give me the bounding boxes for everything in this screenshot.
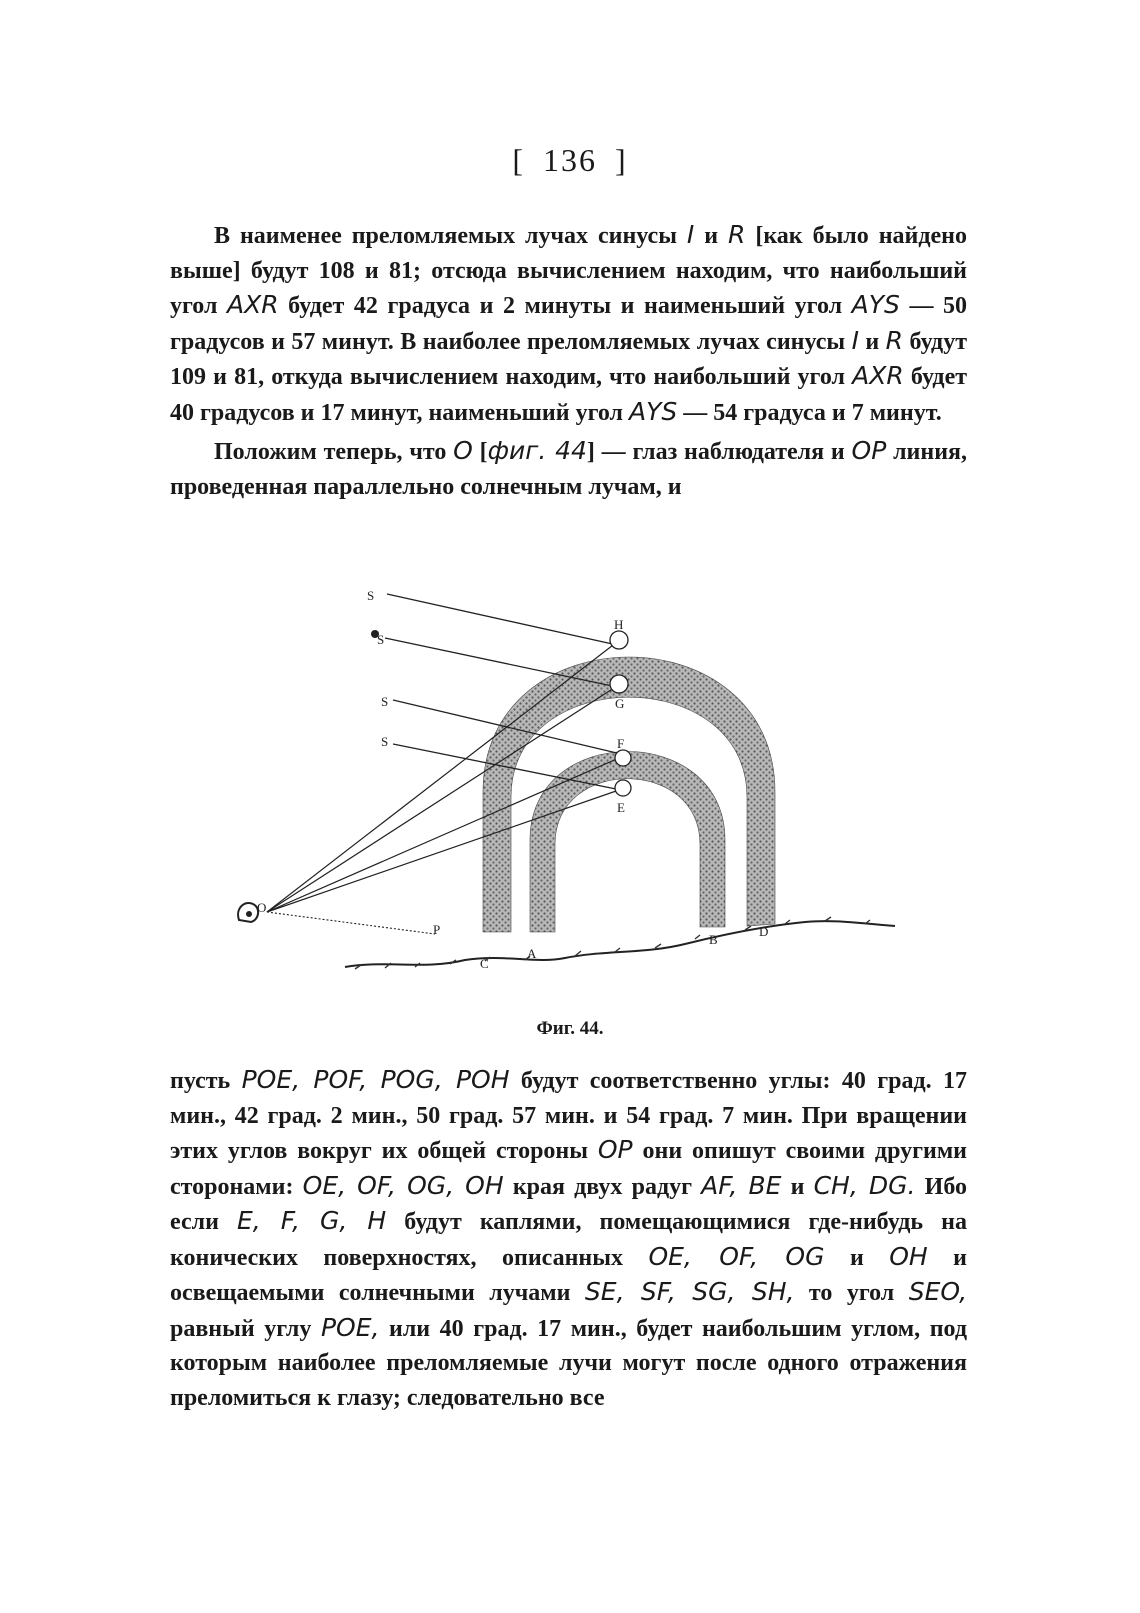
drop-e: [615, 780, 631, 796]
drop-h: [610, 631, 628, 649]
paragraph-2: Положим теперь, что O [фиг. 44] — глаз наблюдателя и OP линия, проведенная параллельно солнечным лучам, и: [170, 436, 968, 500]
inner-rainbow-band: [530, 752, 725, 933]
label-s3: S: [381, 694, 389, 709]
label-d: D: [759, 924, 769, 939]
label-s2: S: [377, 632, 385, 647]
rainbow-diagram: [225, 582, 905, 1002]
bracket-left: [: [512, 142, 525, 178]
label-e: E: [617, 800, 625, 815]
drop-f: [615, 750, 631, 766]
label-o: O: [257, 900, 267, 915]
outer-rainbow-band: [483, 657, 775, 932]
label-s4: S: [381, 734, 389, 749]
figure-44: [225, 582, 905, 1002]
label-h: H: [614, 617, 624, 632]
label-f: F: [617, 736, 625, 751]
ground-line: [345, 921, 895, 967]
bracket-right: ]: [615, 142, 628, 178]
figure-caption: Фиг. 44.: [536, 1018, 604, 1039]
label-b: B: [709, 932, 718, 947]
paragraph-1: В наименее преломляемых лучах синусы I и R [как было найдено выше] будут 108 и 81; отсюда вычислением находим, что наибольший угол AXR будет 42 градуса и 2 минуты и наименьший угол AYS — 50 градусов и 57 минут. В наиболее преломляемых лучах синусы I и R будут 109 и 81, откуда вычислением находим, что наибольший угол AXR будет 40 градусов и 17 минут, наименьший угол AYS — 54 градуса и 7 минут.: [170, 220, 968, 426]
line-of: [267, 758, 619, 912]
label-p: P: [433, 922, 441, 937]
text-block-bottom: [170, 1063, 967, 1415]
label-c: C: [480, 956, 489, 971]
label-s1: S: [367, 588, 375, 603]
label-a: A: [527, 946, 537, 961]
page-number: [0, 142, 1140, 179]
label-g: G: [615, 696, 625, 711]
line-op: [267, 912, 435, 934]
ray-sg: [385, 638, 617, 687]
ray-sh: [387, 594, 617, 645]
line-oe: [267, 790, 619, 912]
eye-pupil: [246, 911, 252, 917]
drop-g: [610, 675, 628, 693]
page-number-value: 136: [543, 142, 597, 178]
paragraph-3: пусть POE, POF, POG, POH будут соответственно углы: 40 град. 17 мин., 42 град. 2 мин., 50 град. 57 мин. и 54 град. 7 мин. При вращении этих углов вокруг их общей стороны OP они опишут своими другими сторонами: OE, OF, OG, OH края двух радуг AF, BE и CH, DG. Ибо если E, F, G, H будут каплями, помещающимися где-нибудь на конических поверхностях, описанных OE, OF, OG и OH и освещаемыми солнечными лучами SE, SF, SG, SH, то угол SEO, равный углу POE, или 40 град. 17 мин., будет наибольшим углом, под которым наиболее преломляемые лучи могут после одного отражения преломиться к глазу; следовательно все: [170, 1065, 968, 1411]
text-block-top: [170, 218, 967, 504]
